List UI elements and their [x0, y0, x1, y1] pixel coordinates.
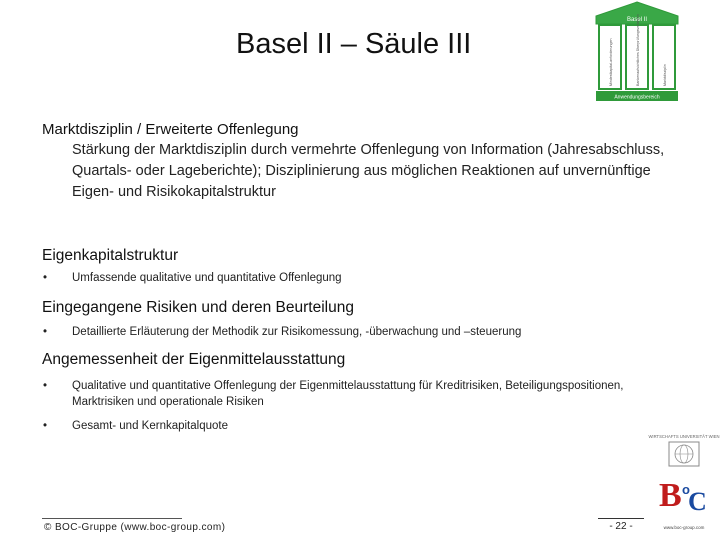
- list-item: [42, 270, 662, 286]
- bullet-text: Umfassende qualitative und quantitative Offenlegung: [72, 272, 342, 284]
- footer-divider: [42, 518, 182, 519]
- slide-content: [42, 120, 672, 432]
- bullet-symbol: •: [43, 420, 48, 432]
- list-item: [42, 418, 662, 434]
- logo-university-label: WIRTSCHAFTS UNIVERSITÄT WIEN: [648, 434, 720, 439]
- pillar-label-3: Marktdisziplin: [663, 64, 667, 86]
- pillars-base-label: Anwendungsbereich: [614, 94, 660, 101]
- basel-pillars-diagram: [592, 0, 682, 104]
- section-heading-eigenkapitalstruktur: Eigenkapitalstruktur: [42, 247, 179, 264]
- intro-heading: Marktdisziplin / Erweiterte Offenlegung: [42, 121, 299, 138]
- bullet-symbol: •: [43, 272, 48, 284]
- bullet-text: Detaillierte Erläuterung der Methodik zur Risikomessung, -überwachung und –steuerung: [72, 326, 522, 338]
- logo-brand-b: B: [659, 477, 682, 514]
- bullet-text: Gesamt- und Kernkapitalquote: [72, 420, 228, 432]
- boc-university-logo: [648, 432, 720, 532]
- page-title: Basel II – Säule III: [236, 28, 472, 60]
- section-heading-angemessenheit: Angemessenheit der Eigenmittelausstattung: [42, 351, 346, 368]
- pillar-label-2: Bankenaufsichtliches Überprüfungsverfahren: [636, 14, 640, 86]
- bullet-text: Qualitative und quantitative Offenlegung der Eigenmittelausstattung für Kreditrisiken, Beteiligungspositionen, Marktrisiken und operationale Risiken: [72, 380, 624, 408]
- footer-copyright: © BOC-Gruppe (www.boc-group.com): [44, 522, 226, 533]
- pillar-label-1: Mindestkapital-anforderungen: [609, 38, 613, 86]
- list-item: [42, 378, 662, 410]
- page-number: - 22 -: [598, 518, 644, 532]
- bullet-symbol: •: [43, 380, 48, 392]
- logo-brand-o: o: [682, 482, 690, 497]
- bullet-symbol: •: [43, 326, 48, 338]
- pillars-roof-label: Basel II: [626, 17, 648, 23]
- intro-text: Stärkung der Marktdisziplin durch vermehrte Offenlegung von Information (Jahresabschluss, Quartals- oder Lageberichte); Disziplinierung aus möglichen Reaktionen auf unvernünftige Eigen- und Risikokapitalstruktur: [72, 142, 665, 200]
- section-heading-risiken: Eingegangene Risiken und deren Beurteilung: [42, 299, 354, 316]
- logo-url: www.boc-group.com: [663, 525, 705, 530]
- list-item: [42, 324, 662, 340]
- logo-brand-c: C: [688, 487, 707, 516]
